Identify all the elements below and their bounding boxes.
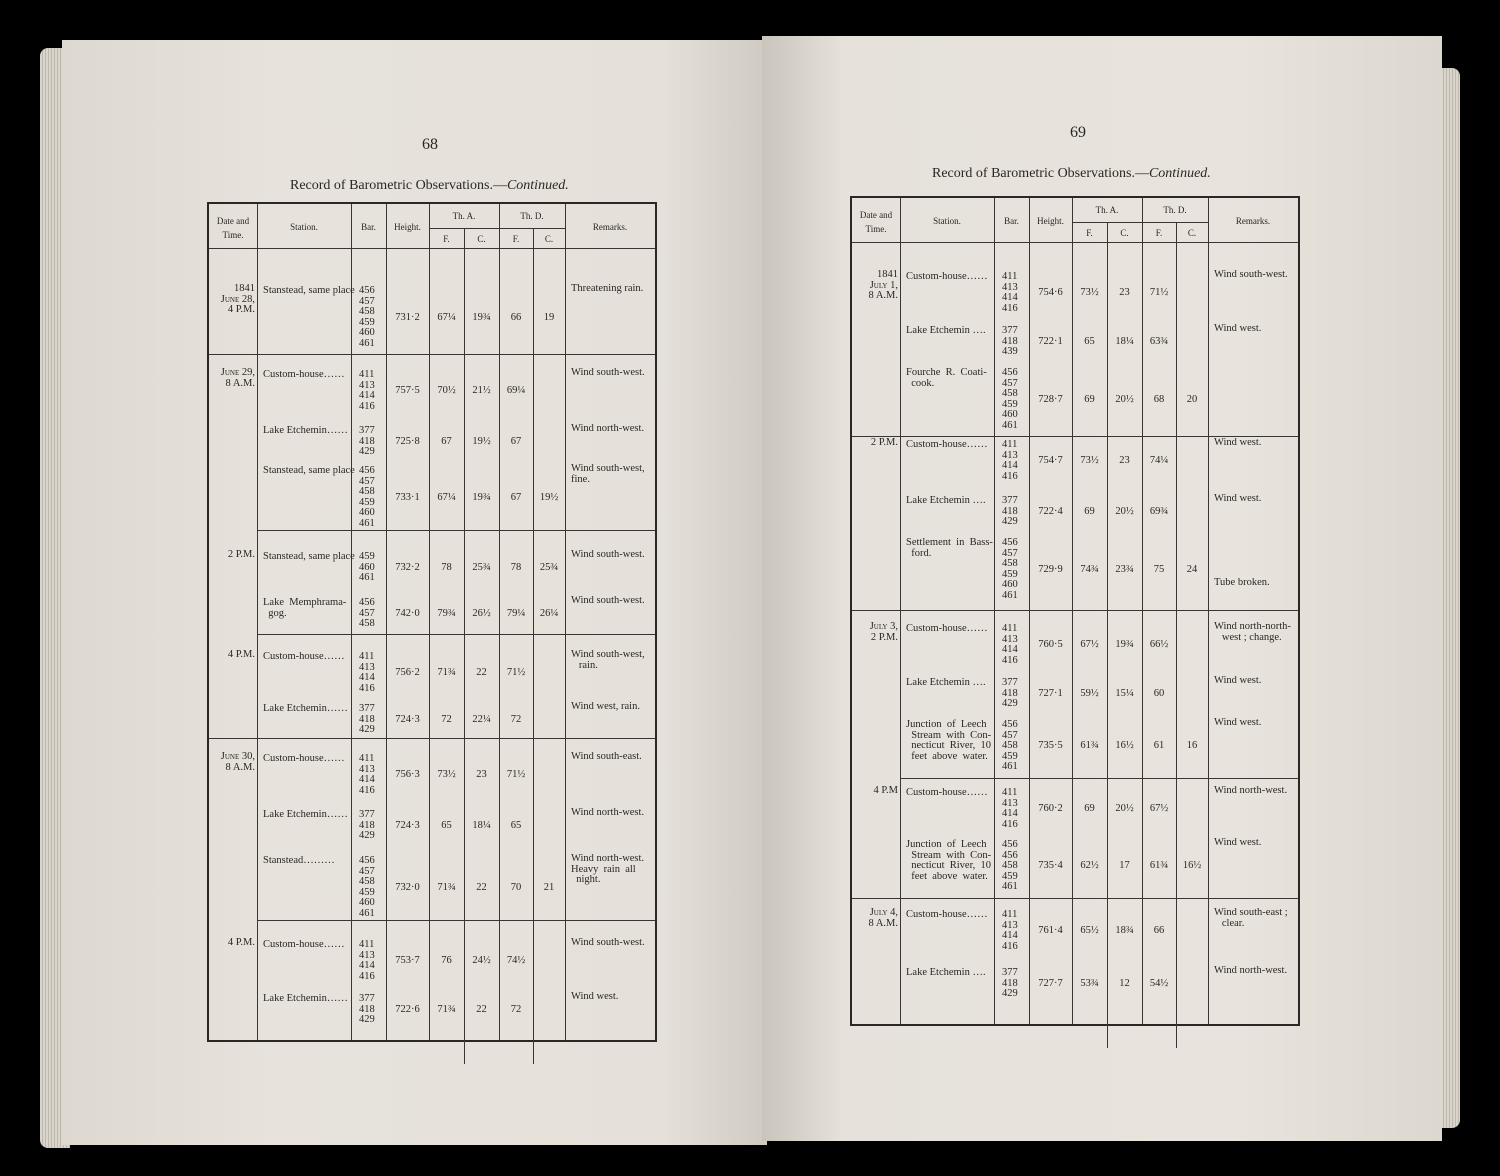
page-number: 69 bbox=[1070, 124, 1086, 141]
row-th-a-c: 18¼ bbox=[1115, 335, 1134, 347]
header-remarks: Remarks. bbox=[592, 222, 628, 232]
column-rule bbox=[900, 198, 901, 1024]
row-th-a-f: 53¾ bbox=[1080, 977, 1099, 989]
row-station: Custom-house…… bbox=[906, 439, 988, 450]
row-remarks: Wind west, rain. bbox=[571, 701, 640, 712]
row-th-a-c: 16½ bbox=[1115, 740, 1134, 752]
column-rule bbox=[1142, 198, 1143, 1024]
group-rule bbox=[257, 634, 655, 635]
row-th-d-f: 69¼ bbox=[506, 385, 526, 396]
row-remarks: Wind north-west. bbox=[1214, 965, 1288, 976]
row-bar: 377 418 439 bbox=[1002, 325, 1018, 357]
row-remarks: Wind south-west, rain. bbox=[571, 649, 645, 671]
row-height: 735·4 bbox=[1038, 860, 1063, 872]
row-th-d-f: 75 bbox=[1153, 563, 1165, 575]
row-th-d-f: 79¼ bbox=[506, 607, 526, 619]
row-date: 4 P.M. bbox=[227, 937, 255, 948]
row-th-d-f: 67½ bbox=[1149, 803, 1169, 814]
row-station: Stanstead, same place bbox=[263, 551, 355, 562]
header-th-d: Th. D. bbox=[1163, 205, 1187, 215]
row-th-d-f: 65 bbox=[510, 819, 522, 831]
column-rule bbox=[1072, 198, 1073, 1024]
row-height: 725·8 bbox=[395, 435, 420, 447]
row-th-d-c: 24 bbox=[1186, 563, 1198, 575]
row-bar: 456 457 458 459 461 bbox=[1002, 719, 1018, 772]
row-station: Settlement in Bass- ford. bbox=[906, 537, 993, 559]
row-th-a-c: 26½ bbox=[472, 607, 491, 619]
row-bar: 377 418 429 bbox=[1002, 495, 1018, 527]
row-th-a-f: 71¾ bbox=[437, 1003, 456, 1015]
header-th-d-f: F. bbox=[1155, 228, 1163, 238]
header-bar: Bar. bbox=[361, 222, 376, 232]
row-th-a-c: 17 bbox=[1119, 860, 1130, 872]
column-rule bbox=[994, 198, 995, 1024]
row-height: 733·1 bbox=[395, 491, 420, 503]
row-bar: 411 413 414 416 bbox=[1002, 623, 1018, 666]
row-th-d-f: 71½ bbox=[506, 667, 526, 678]
header-bar: Bar. bbox=[1004, 216, 1019, 226]
observation-table bbox=[207, 202, 657, 1042]
row-th-d-f: 66½ bbox=[1149, 639, 1169, 650]
subheader-rule bbox=[429, 228, 565, 229]
row-th-a-f: 65 bbox=[1084, 335, 1095, 347]
row-bar: 456 457 458 bbox=[359, 597, 375, 629]
header-th-a-c: C. bbox=[477, 234, 486, 244]
row-th-a-f: 69 bbox=[1084, 393, 1095, 405]
row-station: Lake Etchemin …. bbox=[906, 677, 986, 688]
row-th-a-f: 67¼ bbox=[437, 311, 456, 323]
row-station: Lake Etchemin …. bbox=[906, 967, 986, 978]
row-remarks: Wind south-west. bbox=[1214, 269, 1288, 280]
observation-table bbox=[850, 196, 1300, 1026]
header-th-d-c: C. bbox=[1187, 228, 1197, 238]
row-bar: 456 457 458 459 460 461 bbox=[1002, 367, 1018, 431]
row-th-a-c: 23 bbox=[1119, 455, 1130, 466]
row-remarks: Wind south-west, fine. bbox=[571, 463, 645, 485]
row-th-d-c: 25¾ bbox=[539, 561, 559, 573]
header-date: Date and bbox=[859, 210, 893, 220]
row-station: Lake Memphrama- gog. bbox=[263, 597, 347, 619]
header-station: Station. bbox=[290, 222, 318, 232]
row-th-a-c: 25¾ bbox=[472, 561, 491, 573]
column-rule bbox=[257, 204, 258, 1040]
row-date: June 30, 8 A.M. bbox=[220, 751, 255, 773]
header-station: Station. bbox=[933, 216, 961, 226]
group-rule bbox=[257, 530, 655, 531]
row-th-d-f: 60 bbox=[1153, 687, 1165, 699]
subheader-rule bbox=[1072, 222, 1208, 223]
row-th-a-f: 61¾ bbox=[1080, 740, 1099, 752]
row-remarks: Wind west. bbox=[1214, 717, 1262, 728]
row-th-a-c: 20½ bbox=[1115, 505, 1134, 517]
header-th-a-f: F. bbox=[1086, 228, 1093, 238]
row-height: 728·7 bbox=[1038, 393, 1063, 405]
row-th-a-c: 21½ bbox=[472, 385, 491, 396]
row-th-d-f: 72 bbox=[510, 1003, 522, 1015]
row-th-a-f: 70½ bbox=[437, 385, 456, 396]
row-station: Junction of Leech Stream with Con- necticut River, 10 feet above water. bbox=[906, 839, 992, 882]
row-th-a-c: 15¼ bbox=[1115, 687, 1134, 699]
page-number: 68 bbox=[422, 136, 438, 153]
row-date: 2 P.M. bbox=[227, 549, 255, 560]
row-height: 724·3 bbox=[395, 713, 420, 725]
page-title: Record of Barometric Observations.—Continued. bbox=[290, 178, 569, 193]
row-th-a-c: 22 bbox=[476, 1003, 487, 1015]
row-remarks: Wind north-west. bbox=[571, 807, 645, 818]
row-remarks: Wind north-west. bbox=[571, 423, 645, 434]
row-th-d-f: 71½ bbox=[1149, 287, 1169, 298]
row-date: June 29, 8 A.M. bbox=[220, 367, 255, 389]
row-bar: 377 418 429 bbox=[1002, 677, 1018, 709]
row-th-a-f: 73½ bbox=[1080, 287, 1099, 298]
row-height: 761·4 bbox=[1038, 925, 1063, 936]
row-remarks: Threatening rain. bbox=[571, 283, 644, 294]
row-th-a-c: 23¾ bbox=[1115, 563, 1134, 575]
row-th-a-c: 19¾ bbox=[1115, 639, 1134, 650]
row-height: 760·2 bbox=[1038, 803, 1063, 814]
row-th-a-f: 71¾ bbox=[437, 881, 456, 893]
row-th-a-f: 73½ bbox=[1080, 455, 1099, 466]
group-rule bbox=[257, 920, 655, 921]
row-th-a-c: 19¾ bbox=[472, 311, 491, 323]
column-rule bbox=[565, 204, 566, 1040]
row-height: 754·7 bbox=[1038, 455, 1063, 466]
row-bar: 411 413 414 416 bbox=[359, 939, 375, 982]
row-height: 735·5 bbox=[1038, 740, 1063, 752]
header-time: Time. bbox=[865, 224, 887, 234]
row-th-a-f: 71¾ bbox=[437, 667, 456, 678]
row-th-a-f: 78 bbox=[441, 561, 452, 573]
row-bar: 456 457 458 459 460 461 bbox=[359, 465, 375, 529]
header-height: Height. bbox=[394, 222, 421, 232]
row-th-d-c: 16 bbox=[1186, 740, 1198, 752]
row-height: 722·4 bbox=[1038, 505, 1063, 517]
row-th-a-c: 24½ bbox=[472, 955, 491, 966]
row-station: Lake Etchemin …. bbox=[906, 495, 986, 506]
row-bar: 456 457 458 459 460 461 bbox=[1002, 537, 1018, 601]
row-height: 727·1 bbox=[1038, 687, 1063, 699]
row-station: Lake Etchemin …. bbox=[906, 325, 986, 336]
row-remarks: Wind west. bbox=[1214, 675, 1262, 686]
row-remarks: Wind south-east. bbox=[571, 751, 642, 762]
row-bar: 411 413 414 416 bbox=[1002, 439, 1018, 482]
row-date: 1841 June 28, 4 P.M. bbox=[220, 283, 255, 315]
row-th-a-c: 12 bbox=[1119, 977, 1130, 989]
row-station: Stanstead, same place bbox=[263, 285, 355, 296]
row-date: 4 P.M bbox=[873, 785, 898, 796]
row-bar: 411 413 414 416 bbox=[359, 651, 375, 694]
row-remarks: Wind south-west. bbox=[571, 367, 645, 378]
row-th-a-f: 65 bbox=[441, 819, 452, 831]
header-th-a-c: C. bbox=[1120, 228, 1129, 238]
header-th-a: Th. A. bbox=[452, 211, 476, 221]
row-bar: 411 413 414 416 bbox=[359, 753, 375, 796]
row-th-a-c: 23 bbox=[476, 769, 487, 780]
row-th-d-c: 26¼ bbox=[539, 607, 559, 619]
row-th-a-c: 22 bbox=[476, 667, 487, 678]
row-remarks: Wind south-west. bbox=[571, 937, 645, 948]
row-bar: 377 418 429 bbox=[359, 993, 375, 1025]
row-height: 742·0 bbox=[395, 607, 420, 619]
column-rule bbox=[1208, 198, 1209, 1024]
column-rule bbox=[1029, 198, 1030, 1024]
row-remarks: Wind west. bbox=[1214, 493, 1262, 504]
row-th-a-c: 22¼ bbox=[472, 713, 491, 725]
row-station: Stanstead, same place bbox=[263, 465, 355, 476]
row-date: July 4, 8 A.M. bbox=[868, 907, 898, 929]
row-th-d-c: 19 bbox=[543, 311, 555, 323]
row-th-d-f: 67 bbox=[510, 491, 522, 503]
group-rule bbox=[209, 738, 655, 739]
row-station: Stanstead……… bbox=[263, 855, 335, 866]
row-bar: 456 457 458 459 460 461 bbox=[359, 855, 375, 919]
column-rule bbox=[499, 204, 500, 1040]
row-remarks: Wind north-west. Heavy rain all night. bbox=[571, 853, 645, 885]
header-remarks: Remarks. bbox=[1235, 216, 1271, 226]
row-remarks: Wind south-west. bbox=[571, 595, 645, 606]
row-bar: 411 413 414 416 bbox=[1002, 909, 1018, 952]
row-th-d-c: 16½ bbox=[1182, 860, 1202, 872]
header-rule bbox=[852, 242, 1298, 243]
row-height: 722·6 bbox=[395, 1003, 420, 1015]
row-station: Lake Etchemin…… bbox=[263, 993, 348, 1004]
group-rule bbox=[852, 898, 1298, 899]
row-th-d-f: 61 bbox=[1153, 740, 1165, 752]
row-date: 4 P.M. bbox=[227, 649, 255, 660]
row-station: Custom-house…… bbox=[906, 787, 988, 798]
group-rule bbox=[209, 354, 655, 355]
row-height: 722·1 bbox=[1038, 335, 1063, 347]
row-remarks: Wind south-west. bbox=[571, 549, 645, 560]
row-station: Custom-house…… bbox=[263, 753, 345, 764]
row-th-d-f: 66 bbox=[510, 311, 522, 323]
row-th-a-f: 76 bbox=[441, 955, 452, 966]
group-rule bbox=[852, 610, 1298, 611]
row-remarks: Wind north-west. bbox=[1214, 785, 1288, 796]
header-th-d-c: C. bbox=[544, 234, 554, 244]
row-th-d-f: 72 bbox=[510, 713, 522, 725]
row-th-a-f: 72 bbox=[441, 713, 452, 725]
row-th-d-f: 67 bbox=[510, 435, 522, 447]
column-rule bbox=[386, 204, 387, 1040]
right-page bbox=[762, 36, 1442, 1141]
row-th-a-f: 65½ bbox=[1080, 925, 1099, 936]
row-th-d-f: 74½ bbox=[506, 955, 526, 966]
column-rule bbox=[351, 204, 352, 1040]
row-th-a-c: 20½ bbox=[1115, 393, 1134, 405]
row-station: Lake Etchemin…… bbox=[263, 809, 348, 820]
row-th-a-c: 23 bbox=[1119, 287, 1130, 298]
row-remarks: Wind south-east ; clear. bbox=[1214, 907, 1288, 929]
row-height: 731·2 bbox=[395, 311, 420, 323]
row-th-d-f: 78 bbox=[510, 561, 522, 573]
row-th-a-c: 19¾ bbox=[472, 491, 491, 503]
row-th-d-f: 69¾ bbox=[1149, 505, 1169, 517]
row-height: 756·2 bbox=[395, 667, 420, 678]
header-height: Height. bbox=[1037, 216, 1064, 226]
row-th-d-f: 61¾ bbox=[1149, 860, 1169, 872]
header-th-a: Th. A. bbox=[1095, 205, 1119, 215]
header-th-d-f: F. bbox=[512, 234, 520, 244]
left-page bbox=[62, 40, 767, 1145]
row-station: Lake Etchemin…… bbox=[263, 425, 348, 436]
row-th-d-c: 21 bbox=[543, 881, 555, 893]
group-rule bbox=[900, 778, 1298, 779]
row-th-d-f: 70 bbox=[510, 881, 522, 893]
row-station: Custom-house…… bbox=[263, 939, 345, 950]
row-station: Custom-house…… bbox=[906, 909, 988, 920]
row-height: 757·5 bbox=[395, 385, 420, 396]
column-rule bbox=[1176, 222, 1177, 1048]
row-th-a-c: 18¼ bbox=[472, 819, 491, 831]
row-height: 754·6 bbox=[1038, 287, 1063, 298]
row-th-a-f: 67¼ bbox=[437, 491, 456, 503]
row-bar: 377 418 429 bbox=[359, 425, 375, 457]
row-bar: 411 413 414 416 bbox=[359, 369, 375, 412]
page-title: Record of Barometric Observations.—Continued. bbox=[932, 166, 1211, 181]
row-station: Lake Etchemin…… bbox=[263, 703, 348, 714]
row-bar: 377 418 429 bbox=[359, 809, 375, 841]
row-remarks: Wind west. bbox=[1214, 837, 1262, 848]
row-bar: 456 457 458 459 460 461 bbox=[359, 285, 375, 349]
row-th-a-f: 69 bbox=[1084, 505, 1095, 517]
row-height: 732·0 bbox=[395, 881, 420, 893]
row-th-d-f: 66 bbox=[1153, 925, 1165, 936]
row-bar: 459 460 461 bbox=[359, 551, 375, 583]
row-bar: 456 456 458 459 461 bbox=[1002, 839, 1018, 892]
header-th-d: Th. D. bbox=[520, 211, 544, 221]
row-height: 756·3 bbox=[395, 769, 420, 780]
row-th-d-f: 54½ bbox=[1149, 977, 1169, 989]
row-th-a-c: 18¾ bbox=[1115, 925, 1134, 936]
row-date: July 3, 2 P.M. bbox=[869, 621, 898, 643]
row-th-a-c: 20½ bbox=[1115, 803, 1134, 814]
row-station: Custom-house…… bbox=[263, 369, 345, 380]
row-th-a-c: 19½ bbox=[472, 435, 491, 447]
row-th-a-f: 79¾ bbox=[437, 607, 456, 619]
row-remarks: Wind north-north- west ; change. bbox=[1214, 621, 1291, 643]
row-th-d-c: 19½ bbox=[539, 491, 559, 503]
row-date: 2 P.M. bbox=[870, 437, 898, 448]
header-date: Date and bbox=[216, 216, 250, 226]
row-th-d-f: 74¼ bbox=[1149, 455, 1169, 466]
row-height: 727·7 bbox=[1038, 977, 1063, 989]
row-th-d-f: 71½ bbox=[506, 769, 526, 780]
row-height: 729·9 bbox=[1038, 563, 1063, 575]
header-th-a-f: F. bbox=[443, 234, 450, 244]
row-th-a-f: 67½ bbox=[1080, 639, 1099, 650]
row-remarks: Wind west. bbox=[571, 991, 619, 1002]
row-th-d-f: 63¾ bbox=[1149, 335, 1169, 347]
row-station: Custom-house…… bbox=[906, 271, 988, 282]
row-th-a-f: 59½ bbox=[1080, 687, 1099, 699]
row-station: Custom-house…… bbox=[906, 623, 988, 634]
header-time: Time. bbox=[222, 230, 244, 240]
row-height: 732·2 bbox=[395, 561, 420, 573]
row-bar: 377 418 429 bbox=[1002, 967, 1018, 999]
row-remarks: Wind west. bbox=[1214, 437, 1262, 448]
row-remarks: Tube broken. bbox=[1214, 577, 1270, 588]
row-height: 753·7 bbox=[395, 955, 420, 966]
column-rule bbox=[429, 204, 430, 1040]
row-station: Custom-house…… bbox=[263, 651, 345, 662]
row-bar: 411 413 414 416 bbox=[1002, 787, 1018, 830]
header-rule bbox=[209, 248, 655, 249]
row-station: Fourche R. Coati- cook. bbox=[906, 367, 987, 389]
row-th-a-c: 22 bbox=[476, 881, 487, 893]
row-th-d-c: 20 bbox=[1186, 393, 1198, 405]
row-th-a-f: 67 bbox=[441, 435, 452, 447]
row-bar: 377 418 429 bbox=[359, 703, 375, 735]
row-station: Junction of Leech Stream with Con- necticut River, 10 feet above water. bbox=[906, 719, 992, 762]
row-bar: 411 413 414 416 bbox=[1002, 271, 1018, 314]
row-th-a-f: 73½ bbox=[437, 769, 456, 780]
row-th-a-f: 62½ bbox=[1080, 860, 1099, 872]
row-th-d-f: 68 bbox=[1153, 393, 1165, 405]
row-remarks: Wind west. bbox=[1214, 323, 1262, 334]
row-th-a-f: 69 bbox=[1084, 803, 1095, 814]
row-th-a-f: 74¾ bbox=[1080, 563, 1099, 575]
row-date: 1841 July 1, 8 A.M. bbox=[868, 269, 898, 301]
row-height: 760·5 bbox=[1038, 639, 1063, 650]
row-height: 724·3 bbox=[395, 819, 420, 831]
